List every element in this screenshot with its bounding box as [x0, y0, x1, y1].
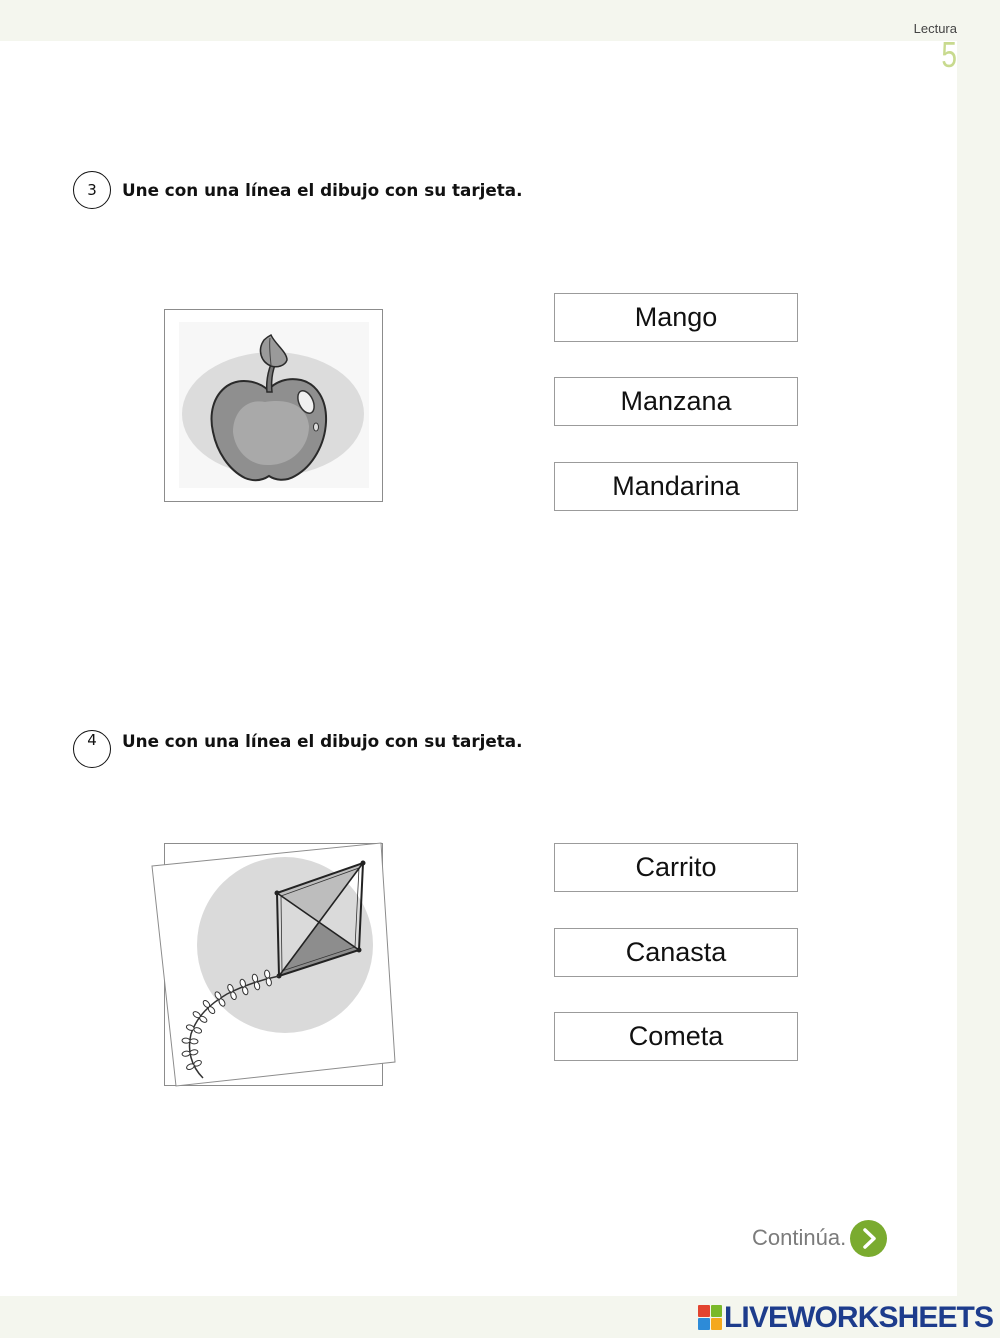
question-4-instruction: Une con una línea el dibujo con su tarjeta.: [122, 731, 523, 751]
answer-card-mango[interactable]: Mango: [554, 293, 798, 342]
apple-icon: [165, 310, 382, 501]
section-label: Lectura: [913, 21, 957, 36]
answer-card-canasta[interactable]: Canasta: [554, 928, 798, 977]
continue-button: [850, 1220, 887, 1257]
question-4-number: 4: [73, 730, 111, 768]
chevron-right-icon: [850, 1220, 887, 1257]
answer-card-cometa[interactable]: Cometa: [554, 1012, 798, 1061]
apple-picture[interactable]: [164, 309, 383, 502]
question-3-instruction: Une con una línea el dibujo con su tarjeta.: [122, 180, 523, 200]
liveworksheets-logo-icon[interactable]: [698, 1305, 722, 1330]
question-3-number: 3: [73, 171, 111, 209]
kite-picture[interactable]: [164, 843, 383, 1086]
liveworksheets-logo-text[interactable]: LIVEWORKSHEETS: [724, 1301, 994, 1334]
answer-card-mandarina[interactable]: Mandarina: [554, 462, 798, 511]
worksheet-page: [0, 41, 957, 1296]
answer-card-carrito[interactable]: Carrito: [554, 843, 798, 892]
answer-card-manzana[interactable]: Manzana: [554, 377, 798, 426]
continue-label: Continúa.: [752, 1225, 847, 1250]
page-number: 5: [941, 34, 957, 75]
kite-icon: [165, 844, 382, 1085]
